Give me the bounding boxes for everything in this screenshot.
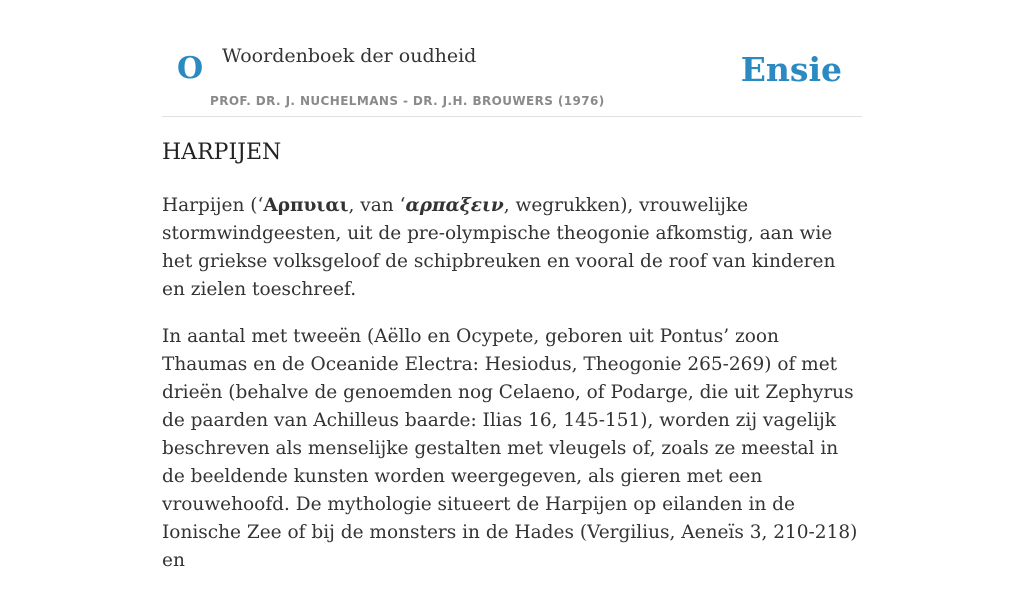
book-authors: PROF. DR. J. NUCHELMANS - DR. J.H. BROUWERS (1976)	[210, 94, 605, 108]
paragraph-1-text-b: , van ‘	[348, 195, 406, 216]
alphabet-letter[interactable]: O	[177, 51, 204, 86]
ensie-logo[interactable]: Ensie	[740, 50, 842, 89]
book-title[interactable]: Woordenboek der oudheid	[222, 45, 477, 67]
greek-term-harpazein: αρπαξειν	[405, 195, 504, 216]
entry-paragraph-2: In aantal met tweeën (Aëllo en Ocypete, geboren uit Pontus’ zoon Thaumas en de Oceanide Electra: Hesiodus, Theogonie 265-269) of met drieën (behalve de genoemden nog Celaeno, of Podarge, die uit Zephyrus de paarden van Achilleus baarde: Ilias 16, 145-151), worden zij vagelijk beschreven als menselijke gestalten met vleugels of, zoals ze meestal in de beeldende kunsten worden weergegeven, als gieren met een vrouwehoofd. De mythologie situeert de Harpijen op eilanden in de Ionische Zee of bij de monsters in de Hades (Vergilius, Aeneïs 3, 210-218) en	[162, 326, 858, 571]
entry-body	[162, 192, 862, 594]
greek-term-harpyiai: Αρπυιαι	[263, 195, 349, 216]
paragraph-1-text-c: , wegrukken), vrouwelijke stormwindgeesten, uit de pre-olympische theogonie afkomstig, aan wie het griekse volksgeloof de schipbreuken en vooral de roof van kinderen en zielen toeschreef.	[162, 195, 836, 300]
entry-title: HARPIJEN	[162, 140, 282, 165]
page-header	[162, 0, 862, 117]
paragraph-1-text-a: Harpijen (‘	[162, 195, 264, 216]
entry-paragraph-1	[162, 192, 862, 304]
